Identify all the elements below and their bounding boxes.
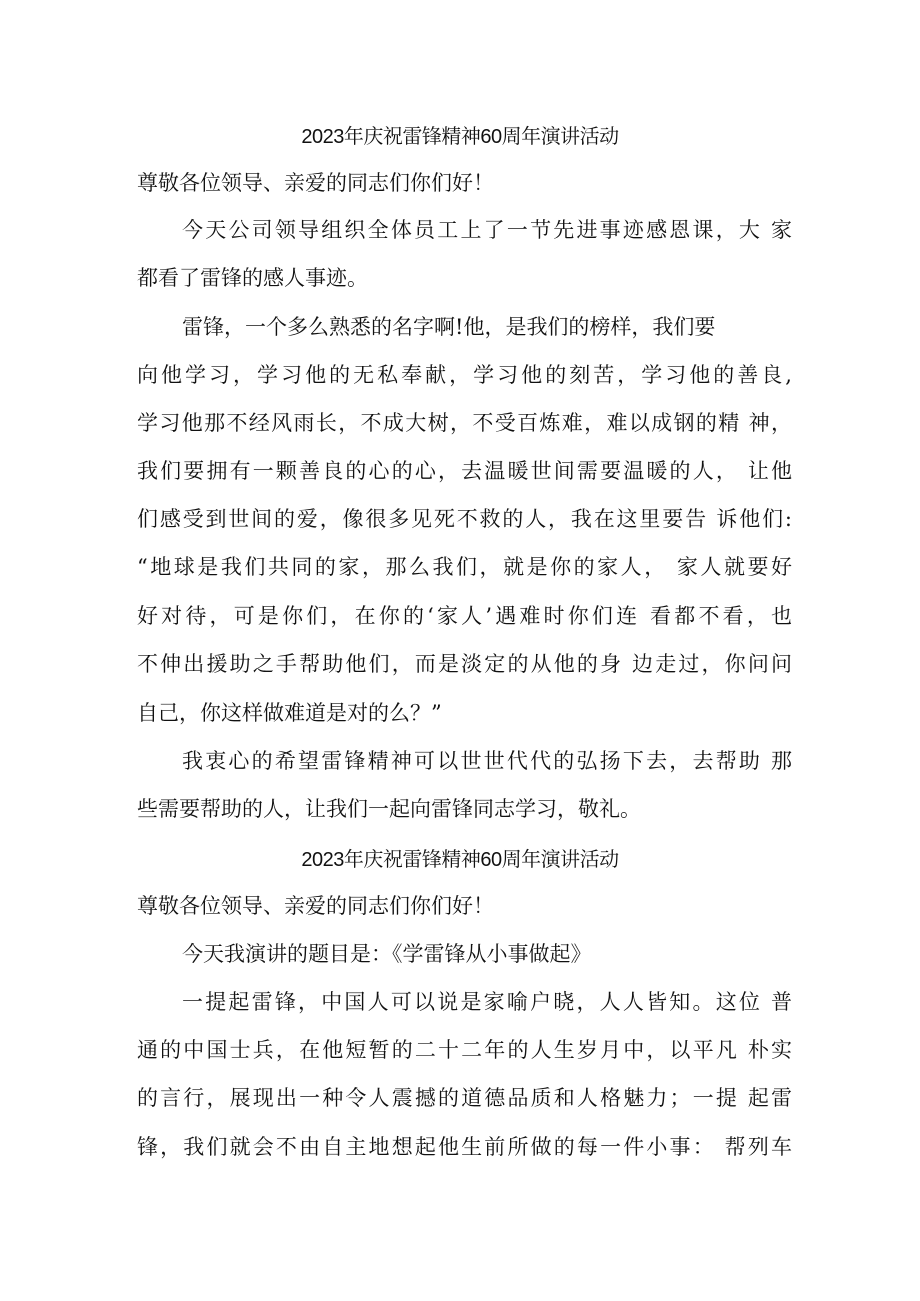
paragraph-line: 一提起雷锋，中国人可以说是家喻户晓，人人皆知。这位 普 [182,990,792,1014]
paragraph-line: 锋，我们就会不由自主地想起他生前所做的每一件小事： 帮列车 [137,1135,792,1159]
paragraph-line: 我衷心的希望雷锋精神可以世世代代的弘扬下去，去帮助 那 [182,749,792,773]
section-title: 2023年庆祝雷锋精神60周年演讲活动 [301,126,619,148]
paragraph-line: 通的中国士兵，在他短暂的二十二年的人生岁月中，以平凡 朴实 [137,1038,792,1062]
paragraph-line: 今天我演讲的题目是：《学雷锋从小事做起》 [182,942,592,966]
paragraph-line: 我们要拥有一颗善良的心的心，去温暖世间需要温暖的人， 让他 [137,459,792,483]
paragraph-line: 向他学习，学习他的无私奉献，学习他的刻苦，学习他的善良, [137,363,792,387]
paragraph-line: “地球是我们共同的家，那么我们，就是你的家人， 家人就要好 [137,555,792,579]
paragraph-line: 不伸出援助之手帮助他们，而是淡定的从他的身 边走过，你问问 [137,652,792,676]
paragraph-line: 的言行，展现出一种令人震撼的道德品质和人格魅力；一提 起雷 [137,1086,792,1110]
paragraph-line: 自己，你这样做难道是对的么？” [137,701,442,725]
paragraph-line: 学习他那不经风雨长，不成大树，不受百炼难，难以成钢的精 神， [137,411,792,435]
paragraph-line: 今天公司领导组织全体员工上了一节先进事迹感恩课，大 家 [182,218,792,242]
paragraph-line: 好对待，可是你们，在你的‘家人’遇难时你们连 看都不看，也 [137,604,792,628]
section-title: 2023年庆祝雷锋精神60周年演讲活动 [301,849,619,871]
greeting: 尊敬各位领导、亲爱的同志们你们好！ [137,894,494,918]
greeting: 尊敬各位领导、亲爱的同志们你们好！ [137,171,494,195]
paragraph-line: 都看了雷锋的感人事迹。 [137,266,368,290]
paragraph-line: 雷锋，一个多么熟悉的名字啊!他，是我们的榜样，我们要 [182,315,716,339]
paragraph-line: 们感受到世间的爱，像很多见死不救的人，我在这里要告 诉他们: [137,507,792,531]
paragraph-line: 些需要帮助的人，让我们一起向雷锋同志学习，敬礼。 [137,797,641,821]
